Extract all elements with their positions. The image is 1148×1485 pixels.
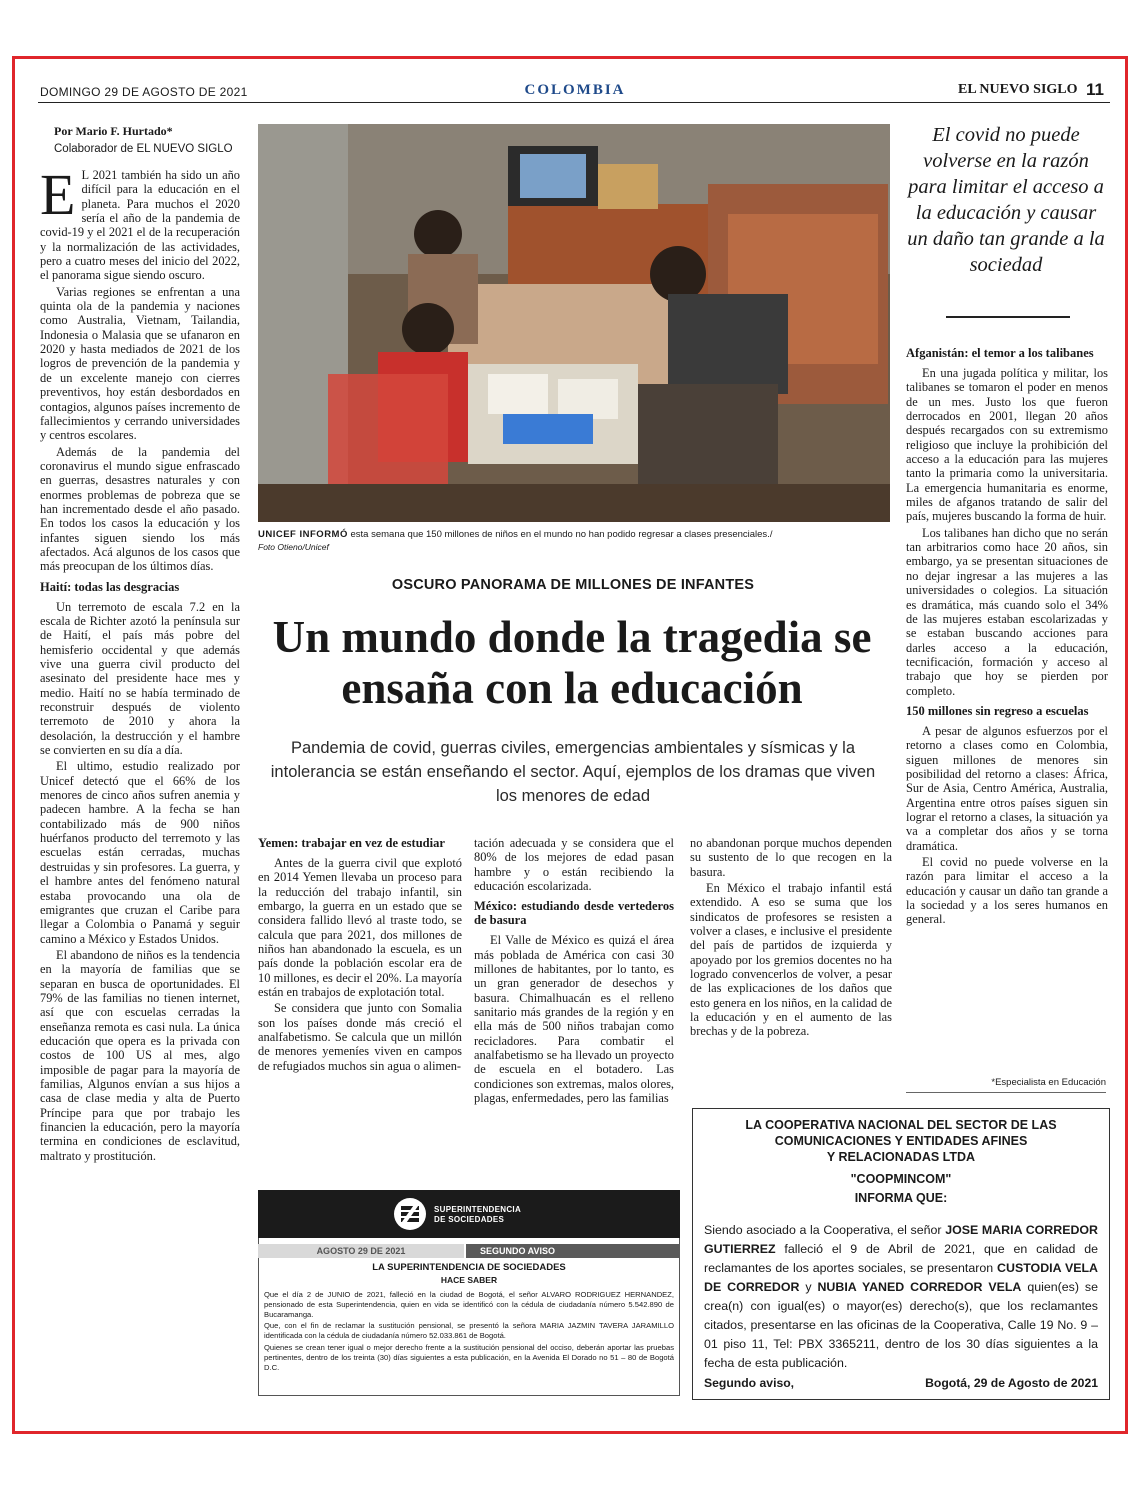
article-headline: Un mundo donde la tragedia se ensaña con la educación	[272, 612, 872, 713]
byline: Por Mario F. Hurtado*	[54, 124, 173, 138]
paragraph: Un terremoto de escala 7.2 en la escala de Richter azotó la península sur de Haití, el país más pobre del hemisferio occidental y que además vive una guerra civil producto del asesinato del presidente hace mes y medio. Haití no se había terminado de reconstruir después de violento terremoto de 2010 y ahora la desolación, la destrucción y el hambre se convierten en su día a día.	[40, 599, 240, 758]
page-number: 11	[1086, 80, 1104, 99]
notice-date: AGOSTO 29 DE 2021	[258, 1244, 464, 1258]
article-kicker: OSCURO PANORAMA DE MILLONES DE INFANTES	[391, 577, 755, 593]
author-role: Colaborador de EL NUEVO SIGLO	[54, 143, 233, 155]
paragraph: El abandono de niños es la tendencia en la mayoría de familias que se separan en busca de oportunidades. El 79% de las familias no tienen internet, así que con escuelas cerradas la enseñanza remota es casi nula. La única educación que opera es la privada con costos de 100 US al mes, algo imposible de pagar para la mayoría de familias, Algunos envían a sus hijos a casa de clase media y alta de Puerto Príncipe para que por trabajo les financien la educación, pero la mayoría termina en condiciones de esclavitud, maltrato y prostitución.	[40, 947, 240, 1163]
paragraph: El ultimo, estudio realizado por Unicef detectó que el 66% de los menores de cinco años sufren anemia y padecen hambre. A la fecha se han contabilizado más de 900 niños huérfanos producto del terremoto y las escuelas están cerradas, muchas destruidas y sin profesores. La guerra, y el hambre antes del fenómeno natural estaba provocando una ola de emigrantes que cruzan el Caribe para llegar a Colombia o Panamá y seguir camino a México y Estados Unidos.	[40, 759, 240, 946]
notice-paragraph: Quienes se crean tener igual o mejor derecho frente a la sustitución pensional del occiso, deberán aportar las pruebas pertinentes, dentro de los treinta (30) días siguientes a esta publicación, en la Avenida El Dorado no 51 – 80 de Bogotá D.C.	[264, 1342, 674, 1372]
subhead-yemen: Yemen: trabajar en vez de estudiar	[258, 836, 445, 850]
subhead-mexico: México: estudiando desde vertederos de basura	[474, 899, 674, 928]
column-5	[906, 340, 1108, 929]
notice-label: SEGUNDO AVISO	[466, 1244, 680, 1258]
photo-caption	[258, 528, 898, 554]
article-photo	[258, 124, 890, 522]
paragraph: El Valle de México es quizá el área más poblada de América con casi 30 millones de habitantes, por lo tanto, es un gran generador de desechos y basura. Chimalhuacán es el relleno sanitario más grandes de la región y en ella más de 500 niños trabajan como recicladores. Para combatir el analfabetismo se ha llevado un proyecto de escuela en el botadero. Las condiciones son extremas, malos olores, plagas, enfermedades, pero las familias	[474, 933, 674, 1106]
claimant-name: NUBIA YANED CORREDOR VELA	[817, 1280, 1022, 1294]
claimant-name: CUSTODIA VELA DE CORREDOR	[704, 1261, 1098, 1294]
caption-text: esta semana que 150 millones de niños en el mundo no han podido regresar a clases presenciales./	[347, 529, 773, 540]
paragraph: El covid no puede volverse en la razón para limitar el acceso a la educación y causar un daño tan grande a la sociedad y a los seres humanos en general.	[906, 855, 1108, 927]
header-rule	[38, 102, 1110, 103]
author-footnote: *Especialista en Educación	[991, 1077, 1106, 1088]
supersociedades-name: SUPERINTENDENCIA DE SOCIEDADES	[434, 1205, 522, 1224]
paragraph: Además de la pandemia del coronavirus el mundo sigue enfrascado en guerras, desastres naturales y con enormes problemas de pobreza que se han incrementado desde el año pasado. En todos los casos la educación y los infantes siguen siendo los más afectados. Acá algunos de los casos que más preocupan de los últimos días.	[40, 444, 240, 574]
paragraph: A pesar de algunos esfuerzos por el retorno a clases como en Colombia, siguen millones de menores sin posibilidad del retorno a clases: África, Sur de Asia, Centro América, Australia, Argentina entre otros países siguen sin lograr el retorno a clases, la situación ya va a completar dos años y se torna dramática.	[906, 723, 1108, 853]
place-date: Bogotá, 29 de Agosto de 2021	[925, 1376, 1098, 1390]
notice-title: LA SUPERINTENDENCIA DE SOCIEDADES HACE SABER	[372, 1262, 566, 1285]
column-2	[258, 832, 462, 1075]
drop-cap: E	[40, 162, 76, 227]
column-1	[40, 162, 240, 1165]
paragraph: Antes de la guerra civil que explotó en 2014 Yemen llevaba un proceso para la reducción del trabajo infantil, sin embargo, la guerra en un estado que se considera fallido llevó al traste todo, se calcula que para 2021, dos millones de niños han abandonado la escuela, es un país donde la población escolar era de 10 millones, es decir el 20%. La mayoría están en trabajos de explotación total.	[258, 856, 462, 1000]
notice-paragraph: Que, con el fin de reclamar la sustitución pensional, se presentó la señora MARIA JAZMIN TAVERA JARAMILLO identificada con la cédula de ciudadanía número 52.033.861 de Bogotá.	[264, 1321, 674, 1341]
issue-date: DOMINGO 29 DE AGOSTO DE 2021	[40, 85, 248, 99]
paragraph: tación adecuada y se considera que el 80% de los mejores de edad pasan hambre y o están recibiendo la educación escolarizada.	[474, 836, 674, 894]
paragraph: no abandonan porque muchos dependen su sustento de lo que recogen en la basura.	[690, 836, 892, 879]
notice-paragraph: Que el día 2 de JUNIO de 2021, falleció en la ciudad de Bogotá, el señor ALVARO RODRIGUEZ HERNANDEZ, pensionado de esta Superintendencia, quien en vida se identificó con la cédula de ciudadanía número 5.542.890 de Bucaramanga.	[264, 1290, 674, 1319]
deceased-name: JOSE MARIA CORREDOR GUTIERREZ	[704, 1223, 1098, 1256]
notice-body	[264, 1290, 674, 1374]
paragraph: En México el trabajo infantil está extendido. A eso se suma que los sindicatos de profesores se resisten a volver a clases, e inclusive el presidente del país de partidos de izquierda y apoyado por los gremios docentes no ha logrado convencerlos de volver, a pesar de las explicaciones de los daños que esto genera en los niños, en la calidad de la educación y en el aumento de las brechas y de la pobreza.	[690, 881, 892, 1039]
paragraph: Se considera que junto con Somalia son los países donde más creció el analfabetismo. Se calcula que un millón de menores yemeníes viven en campos de refugiados muchos sin agua o alimen-	[258, 1001, 462, 1073]
footnote-rule	[906, 1092, 1106, 1093]
paragraph: En una jugada política y militar, los talibanes se tomaron el poder en menos de un mes. Justo los que fueron derrocados en 2001, llegan 20 años después recargados con su extremismo religioso que incluye la prohibición del acceso a la educación para las mujeres tanto la primaria como la universitaria. La emergencia humanitaria es enorme, miles de afganos tratando de salir del país, mujeres buscando la forma de huir.	[906, 366, 1108, 524]
subhead-afganistan: Afganistán: el temor a los talibanes	[906, 346, 1094, 360]
supersociedades-logo-icon	[392, 1196, 428, 1232]
classroom-photo-illustration	[258, 124, 890, 522]
caption-lead: UNICEF INFORMÓ	[258, 529, 348, 540]
paragraph: Los talibanes han dicho que no serán tan arbitrarios como hace 20 años, sin embargo, ya se presentan situaciones de no dejar ingresar a las mujeres a las universidades o colegios. La situación es dramática, más cuando solo el 34% de las mujeres estaban escolarizadas y se estaban buscando acciones para darles acceso a la educación, tecnificación, formación y acceso al trabajo que hoy se pierden por completo.	[906, 525, 1108, 698]
coopmincom-body: Siendo asociado a la Cooperativa, el señor JOSE MARIA CORREDOR GUTIERREZ falleció el 9 de Abril de 2021, que en calidad de reclamantes de los aportes sociales, se presentaron CUSTODIA VELA DE CORREDOR y NUBIA YANED CORREDOR VELA quien(es) se crea(n) con igual(es) o mayor(es) derecho(s), que los reclamantes citados, presentarse en las oficinas de la Cooperativa, Calle 19 No. 9 – 01 piso 11, Tel: PBX 3365211, dentro de los 30 días siguientes a la fecha de esta publicación.	[704, 1223, 1098, 1370]
subhead-haiti: Haití: todas las desgracias	[40, 579, 180, 594]
pull-quote-rule	[946, 316, 1070, 318]
lead-paragraph: E L 2021 también ha sido un año difícil para la educación en el planeta. Para muchos el 2020 sería el año de la pandemia de covid-19 y el 2021 el de la recuperación y la normalización de las actividades, pero a cuatro meses del inicio del 2022, el panorama sigue siendo oscuro.	[40, 162, 240, 283]
photo-credit: Foto Otieno/Unicef	[258, 542, 329, 552]
column-4	[690, 836, 892, 1041]
paragraph: Varias regiones se enfrentan a una quinta ola de la pandemia y naciones como Australia, Vietnam, Tailandia, Indonesia o Malasia que se ufanaron en 2020 y hasta mediados de 2021 de los logros de prevención de la pandemia y de un excelente manejo con cierres preventivos, hoy están desbordados en contagios, algunos países incremento de fallecimientos y cerrando universidades y centros escolares.	[40, 284, 240, 443]
notice-label: Segundo aviso,	[704, 1376, 795, 1390]
section-title: COLOMBIA	[524, 82, 626, 98]
subhead-150-millones: 150 millones sin regreso a escuelas	[906, 703, 1089, 718]
column-3	[474, 836, 674, 1108]
publication-name: EL NUEVO SIGLO	[958, 82, 1078, 97]
pull-quote: El covid no puede volverse en la razón para limitar el acceso a la educación y causar un daño tan grande a la sociedad	[907, 124, 1105, 276]
article-deck: Pandemia de covid, guerras civiles, emergencias ambientales y sísmicas y la intolerancia se están enseñando el sector. Aquí, ejemplos de los dramas que viven los menores de edad	[270, 739, 876, 805]
coopmincom-footer	[704, 1376, 1098, 1390]
coopmincom-title: LA COOPERATIVA NACIONAL DEL SECTOR DE LAS COMUNICACIONES Y ENTIDADES AFINES Y RELACIONADAS LTDA "COOPMINCOM" INFORMA QUE:	[745, 1118, 1057, 1205]
